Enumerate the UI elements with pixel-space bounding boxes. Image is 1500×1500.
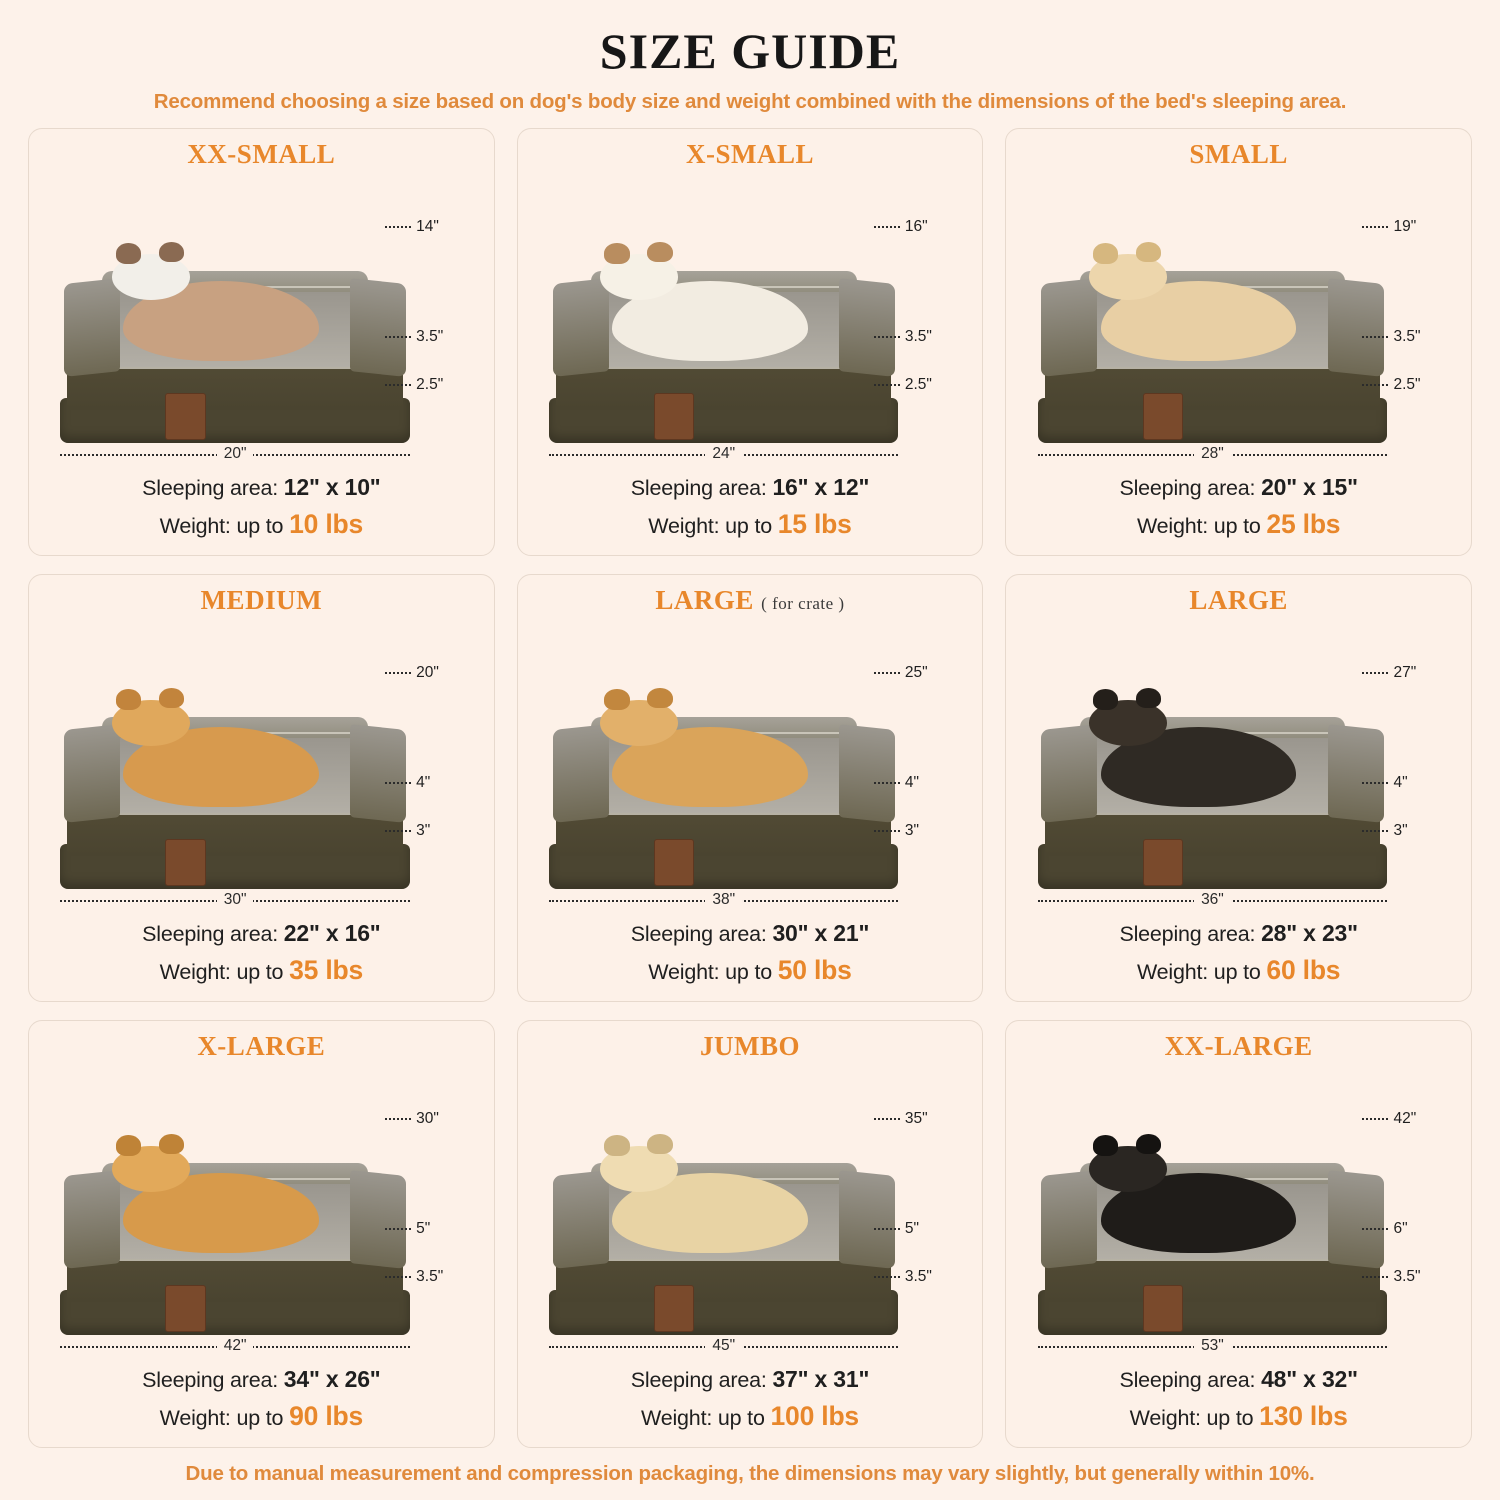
- dim-width: 53": [1194, 1337, 1231, 1355]
- size-card-title: [187, 139, 335, 170]
- height-dimensions: [371, 1106, 476, 1326]
- sleeping-area-value: 20" x 15": [1261, 474, 1358, 501]
- dim-mid: 4": [416, 773, 431, 791]
- brand-tag: [654, 839, 694, 886]
- weight-label: Weight: up to: [159, 513, 284, 538]
- dim-width: 38": [705, 891, 742, 909]
- sleeping-area-value: 37" x 31": [772, 1366, 870, 1393]
- size-specs: [1119, 917, 1357, 989]
- dim-low: 2.5": [904, 376, 932, 394]
- bed-left-bolster: [553, 1170, 609, 1269]
- dim-depth: 16": [904, 218, 928, 235]
- leader-line: [1362, 1118, 1388, 1120]
- size-card-title: [1165, 1031, 1313, 1062]
- height-dimensions: [859, 1106, 964, 1326]
- size-card-title: [197, 1031, 325, 1062]
- dim-width: 36": [1194, 891, 1231, 909]
- brand-tag: [165, 1285, 205, 1332]
- size-name: X-LARGE: [197, 1031, 326, 1061]
- dim-low: 2.5": [1393, 376, 1421, 394]
- dog-bed-graphic: [549, 271, 898, 443]
- weight-line: [1119, 1397, 1357, 1435]
- dim-depth: 25": [904, 664, 928, 681]
- dog-ear-right: [1136, 1134, 1161, 1155]
- leader-line: [1362, 1276, 1388, 1278]
- dim-width: 24": [705, 445, 742, 463]
- dog-ear-right: [159, 1134, 184, 1155]
- leader-line: [874, 1228, 900, 1230]
- dog-bed-graphic: [60, 271, 409, 443]
- brand-tag: [165, 839, 205, 886]
- dim-width: 28": [1194, 445, 1231, 463]
- weight-label: Weight: up to: [641, 1405, 765, 1430]
- sleeping-area-line: [631, 1363, 869, 1396]
- dog-ear-left: [604, 689, 629, 710]
- size-card-title: [655, 585, 844, 616]
- weight-value: 10 lbs: [289, 508, 364, 539]
- weight-label: Weight: up to: [1136, 513, 1261, 538]
- leader-line: [1362, 830, 1388, 832]
- dog-ear-right: [647, 242, 672, 263]
- sleeping-area-line: [1119, 1363, 1357, 1396]
- size-card-title: [1189, 139, 1288, 170]
- dog-ear-left: [604, 1135, 629, 1156]
- leader-line: [874, 384, 900, 386]
- size-name: XX-SMALL: [187, 139, 336, 169]
- dim-low: 3": [416, 822, 431, 840]
- weight-value: 130 lbs: [1259, 1400, 1348, 1431]
- brand-tag: [1143, 1285, 1183, 1332]
- leader-line: [874, 672, 900, 674]
- bed-left-bolster: [1041, 1170, 1097, 1269]
- dog-ear-right: [159, 688, 184, 709]
- dog-ear-right: [647, 1134, 672, 1155]
- dog-ear-left: [116, 689, 141, 710]
- dog-bed-graphic: [1038, 717, 1387, 889]
- sleeping-area-line: [631, 471, 869, 504]
- size-card-title: [700, 1031, 800, 1062]
- dim-depth: 35": [904, 1110, 928, 1127]
- dog-ear-left: [1093, 1135, 1118, 1156]
- bed-left-bolster: [553, 278, 609, 377]
- height-dimensions: [859, 214, 964, 434]
- size-name: MEDIUM: [200, 585, 323, 615]
- dog-ear-right: [647, 688, 672, 709]
- dim-low: 3.5": [416, 1268, 444, 1286]
- page-title: SIZE GUIDE: [599, 23, 901, 79]
- brand-tag: [654, 1285, 694, 1332]
- dim-low: 3": [1393, 822, 1408, 840]
- size-card-title: [201, 585, 322, 616]
- size-card[interactable]: [517, 1020, 984, 1448]
- sleeping-area-line: [1119, 917, 1357, 950]
- dog-bed-graphic: [1038, 1163, 1387, 1335]
- leader-line: [874, 226, 900, 228]
- sleeping-area-label: Sleeping area:: [1119, 922, 1256, 947]
- size-card-grid: [28, 128, 1472, 1448]
- sleeping-area-line: [142, 471, 380, 504]
- height-dimensions: [371, 214, 476, 434]
- leader-line: [1362, 782, 1388, 784]
- dog-bed-graphic: [549, 1163, 898, 1335]
- dim-depth: 14": [416, 218, 439, 235]
- dim-low: 2.5": [416, 376, 444, 394]
- weight-label: Weight: up to: [159, 959, 284, 984]
- dog-ear-right: [1136, 242, 1161, 263]
- bed-left-bolster: [64, 1170, 120, 1269]
- size-name: JUMBO: [699, 1031, 800, 1061]
- leader-line: [1362, 1228, 1388, 1230]
- width-dimension: [60, 445, 409, 463]
- bed-left-bolster: [1041, 724, 1097, 823]
- dim-width: 20": [217, 445, 254, 463]
- size-card-title: [1189, 585, 1288, 616]
- bed-left-bolster: [64, 724, 120, 823]
- height-dimensions: [1348, 214, 1453, 434]
- size-specs: [631, 471, 869, 543]
- leader-line: [385, 672, 411, 674]
- sleeping-area-value: 22" x 16": [283, 920, 381, 947]
- leader-line: [874, 1276, 900, 1278]
- dog-bed-graphic: [549, 717, 898, 889]
- size-specs: [1119, 471, 1357, 543]
- dim-mid: 5": [416, 1219, 431, 1237]
- width-dimension: [1038, 1337, 1387, 1355]
- bed-illustration: [1020, 618, 1457, 915]
- weight-label: Weight: up to: [1136, 959, 1261, 984]
- size-name: XX-LARGE: [1164, 1031, 1313, 1061]
- width-dimension: [549, 445, 898, 463]
- brand-tag: [1143, 839, 1183, 886]
- sleeping-area-value: 48" x 32": [1261, 1366, 1358, 1393]
- height-dimensions: [1348, 660, 1453, 880]
- dim-low: 3.5": [1393, 1268, 1421, 1286]
- page-subtitle: Recommend choosing a size based on dog's body size and weight combined with the dimensions of the bed's sleeping area.: [153, 90, 1347, 113]
- dim-mid: 4": [1393, 773, 1408, 791]
- sleeping-area-label: Sleeping area:: [630, 476, 767, 501]
- weight-value: 35 lbs: [289, 954, 364, 985]
- height-dimensions: [1348, 1106, 1453, 1326]
- leader-line: [385, 226, 411, 228]
- width-dimension: [1038, 891, 1387, 909]
- weight-value: 15 lbs: [777, 508, 852, 539]
- width-dimension: [60, 891, 409, 909]
- dog-ear-left: [604, 243, 629, 264]
- sleeping-area-value: 16" x 12": [772, 474, 870, 501]
- sleeping-area-value: 34" x 26": [283, 1366, 381, 1393]
- leader-line: [1362, 226, 1388, 228]
- dim-depth: 42": [1393, 1110, 1417, 1127]
- sleeping-area-line: [142, 917, 380, 950]
- width-dimension: [549, 1337, 898, 1355]
- leader-line: [385, 782, 411, 784]
- weight-label: Weight: up to: [648, 959, 772, 984]
- leader-line: [385, 1118, 411, 1120]
- size-card[interactable]: [1005, 128, 1472, 556]
- leader-line: [1362, 384, 1388, 386]
- dim-width: 42": [217, 1337, 254, 1355]
- dim-depth: 19": [1393, 218, 1417, 235]
- dim-low: 3.5": [904, 1268, 932, 1286]
- dog-bed-graphic: [60, 1163, 409, 1335]
- bed-illustration: [532, 172, 969, 469]
- sleeping-area-value: 28" x 23": [1261, 920, 1358, 947]
- sleeping-area-label: Sleeping area:: [1119, 1368, 1256, 1393]
- weight-value: 50 lbs: [777, 954, 852, 985]
- dim-width: 45": [705, 1337, 742, 1355]
- dim-depth: 20": [416, 664, 439, 681]
- sleeping-area-value: 30" x 21": [772, 920, 870, 947]
- dog-ear-left: [116, 1135, 141, 1156]
- brand-tag: [1143, 393, 1183, 440]
- height-dimensions: [371, 660, 476, 880]
- leader-line: [385, 336, 411, 338]
- dim-mid: 3.5": [1393, 327, 1421, 345]
- weight-line: [1119, 505, 1357, 543]
- leader-line: [1362, 672, 1388, 674]
- size-card[interactable]: [1005, 574, 1472, 1002]
- size-card[interactable]: [517, 128, 984, 556]
- bed-illustration: [43, 172, 480, 469]
- size-specs: [631, 917, 869, 989]
- leader-line: [874, 830, 900, 832]
- bed-illustration: [532, 618, 969, 915]
- size-name: LARGE: [655, 585, 754, 615]
- size-name: X-SMALL: [685, 139, 814, 169]
- size-card[interactable]: [28, 574, 495, 1002]
- leader-line: [385, 1228, 411, 1230]
- weight-line: [142, 1397, 380, 1435]
- sleeping-area-label: Sleeping area:: [630, 922, 767, 947]
- bed-left-bolster: [553, 724, 609, 823]
- weight-value: 60 lbs: [1266, 954, 1341, 985]
- bed-illustration: [43, 1064, 480, 1361]
- leader-line: [385, 384, 411, 386]
- dim-mid: 3.5": [904, 327, 932, 345]
- dim-width: 30": [217, 891, 254, 909]
- leader-line: [385, 830, 411, 832]
- dog-ear-left: [1093, 243, 1118, 264]
- size-note: ( for crate ): [761, 594, 845, 613]
- weight-label: Weight: up to: [1129, 1405, 1254, 1430]
- size-card[interactable]: [28, 128, 495, 556]
- size-specs: [1119, 1363, 1357, 1435]
- height-dimensions: [859, 660, 964, 880]
- size-card[interactable]: [28, 1020, 495, 1448]
- dim-depth: 27": [1393, 664, 1417, 681]
- weight-line: [1119, 951, 1357, 989]
- sleeping-area-label: Sleeping area:: [142, 922, 278, 947]
- size-specs: [142, 917, 380, 989]
- width-dimension: [1038, 445, 1387, 463]
- brand-tag: [654, 393, 694, 440]
- dog-ear-right: [1136, 688, 1161, 709]
- size-specs: [631, 1363, 869, 1435]
- dim-mid: 3.5": [416, 327, 444, 345]
- size-name: LARGE: [1189, 585, 1288, 615]
- weight-label: Weight: up to: [159, 1405, 284, 1430]
- size-card[interactable]: [1005, 1020, 1472, 1448]
- bed-left-bolster: [64, 278, 120, 377]
- size-card[interactable]: [517, 574, 984, 1002]
- dim-mid: 5": [904, 1219, 919, 1237]
- size-specs: [142, 471, 380, 543]
- weight-line: [142, 951, 380, 989]
- sleeping-area-label: Sleeping area:: [1119, 476, 1256, 501]
- leader-line: [1362, 336, 1388, 338]
- sleeping-area-label: Sleeping area:: [630, 1368, 767, 1393]
- dog-bed-graphic: [1038, 271, 1387, 443]
- weight-label: Weight: up to: [648, 513, 772, 538]
- dim-low: 3": [904, 822, 919, 840]
- size-name: SMALL: [1189, 139, 1288, 169]
- leader-line: [874, 782, 900, 784]
- sleeping-area-label: Sleeping area:: [142, 1368, 278, 1393]
- dim-mid: 4": [904, 773, 919, 791]
- weight-line: [631, 505, 869, 543]
- size-specs: [142, 1363, 380, 1435]
- size-card-title: [686, 139, 814, 170]
- leader-line: [385, 1276, 411, 1278]
- weight-line: [631, 1397, 869, 1435]
- width-dimension: [60, 1337, 409, 1355]
- brand-tag: [165, 393, 205, 440]
- leader-line: [874, 1118, 900, 1120]
- dim-depth: 30": [416, 1110, 439, 1127]
- bed-illustration: [43, 618, 480, 915]
- sleeping-area-line: [142, 1363, 380, 1396]
- dog-ear-left: [116, 243, 141, 264]
- weight-value: 100 lbs: [770, 1400, 859, 1431]
- dog-ear-right: [159, 242, 184, 263]
- dog-ear-left: [1093, 689, 1118, 710]
- sleeping-area-line: [631, 917, 869, 950]
- weight-value: 90 lbs: [289, 1400, 364, 1431]
- leader-line: [874, 336, 900, 338]
- bed-illustration: [532, 1064, 969, 1361]
- bed-left-bolster: [1041, 278, 1097, 377]
- weight-line: [631, 951, 869, 989]
- weight-line: [142, 505, 380, 543]
- dog-bed-graphic: [60, 717, 409, 889]
- bed-illustration: [1020, 172, 1457, 469]
- footer-disclaimer: Due to manual measurement and compression packaging, the dimensions may vary slightly, but generally within 10%.: [185, 1462, 1315, 1485]
- width-dimension: [549, 891, 898, 909]
- sleeping-area-line: [1119, 471, 1357, 504]
- dim-mid: 6": [1393, 1219, 1408, 1237]
- bed-illustration: [1020, 1064, 1457, 1361]
- sleeping-area-value: 12" x 10": [283, 474, 381, 501]
- weight-value: 25 lbs: [1266, 508, 1341, 539]
- sleeping-area-label: Sleeping area:: [142, 476, 278, 501]
